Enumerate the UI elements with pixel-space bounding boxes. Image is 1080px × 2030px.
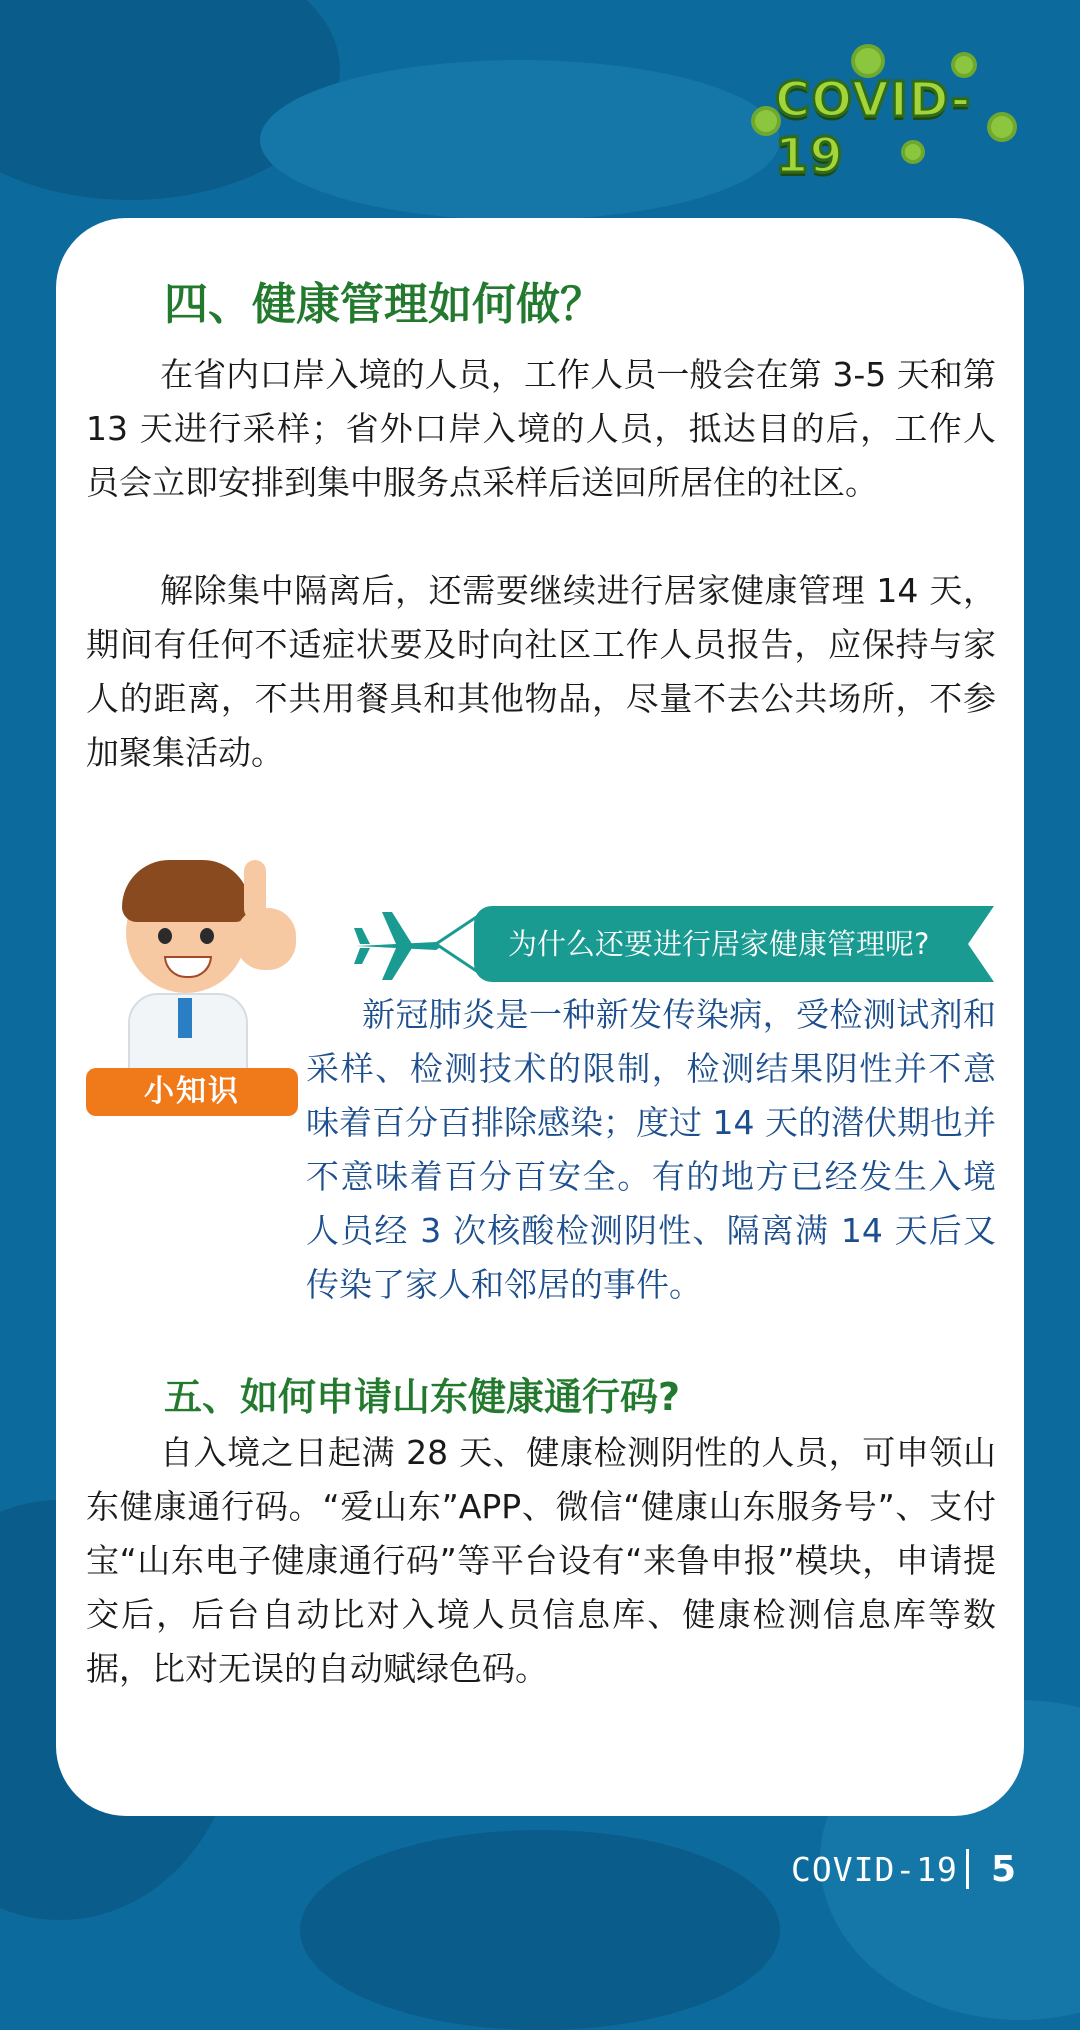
doctor-hand: [236, 908, 296, 970]
airplane-icon: [352, 906, 444, 986]
footer-label: COVID-19: [790, 1849, 958, 1889]
page-number: 5: [990, 1848, 1016, 1890]
content-card: [56, 218, 1024, 1816]
background-cloud: [260, 60, 780, 220]
footer-divider: [966, 1849, 969, 1889]
section-5-paragraph-1: 自入境之日起满 28 天、健康检测阴性的人员，可申领山东健康通行码。“爱山东”APP、微信“健康山东服务号”、支付宝“山东电子健康通行码”等平台设有“来鲁申报”模块，申请提交后，后台自动比对入境人员信息库、健康检测信息库等数据，比对无误的自动赋绿色码。: [86, 1433, 996, 1688]
virus-icon: [855, 48, 881, 74]
question-text: 为什么还要进行居家健康管理呢?: [508, 927, 930, 961]
logo-text: COVID-19: [775, 72, 972, 184]
callout-pointer: [434, 912, 478, 976]
section-5-heading: 五、如何申请山东健康通行码?: [164, 1375, 681, 1419]
page-footer: [791, 1844, 1016, 1894]
doctor-eye: [158, 928, 172, 944]
knowledge-badge: 小知识: [86, 1068, 298, 1116]
section-4-paragraph-2: 解除集中隔离后，还需要继续进行居家健康管理 14 天，期间有任何不适症状要及时向社区工作人员报告，应保持与家人的距离，不共用餐具和其他物品，尽量不去公共场所，不参加聚集活动。: [86, 571, 996, 772]
doctor-hair: [122, 860, 250, 922]
knowledge-answer: 新冠肺炎是一种新发传染病，受检测试剂和采样、检测技术的限制，检测结果阴性并不意味着百分百排除感染；度过 14 天的潜伏期也并不意味着百分百安全。有的地方已经发生入境人员经 3 次核酸检测阴性、隔离满 14 天后又传染了家人和邻居的事件。: [306, 995, 996, 1304]
covid-19-logo: [755, 40, 1025, 184]
virus-icon: [755, 110, 777, 132]
section-4-heading: 四、健康管理如何做？: [164, 279, 604, 330]
section-4-paragraph-1: 在省内口岸入境的人员，工作人员一般会在第 3-5 天和第 13 天进行采样；省外口岸入境的人员，抵达目的后，工作人员会立即安排到集中服务点采样后送回所居住的社区。: [86, 355, 996, 502]
doctor-eye: [200, 928, 214, 944]
doctor-tie: [178, 998, 192, 1038]
background-cloud: [300, 1830, 780, 2030]
